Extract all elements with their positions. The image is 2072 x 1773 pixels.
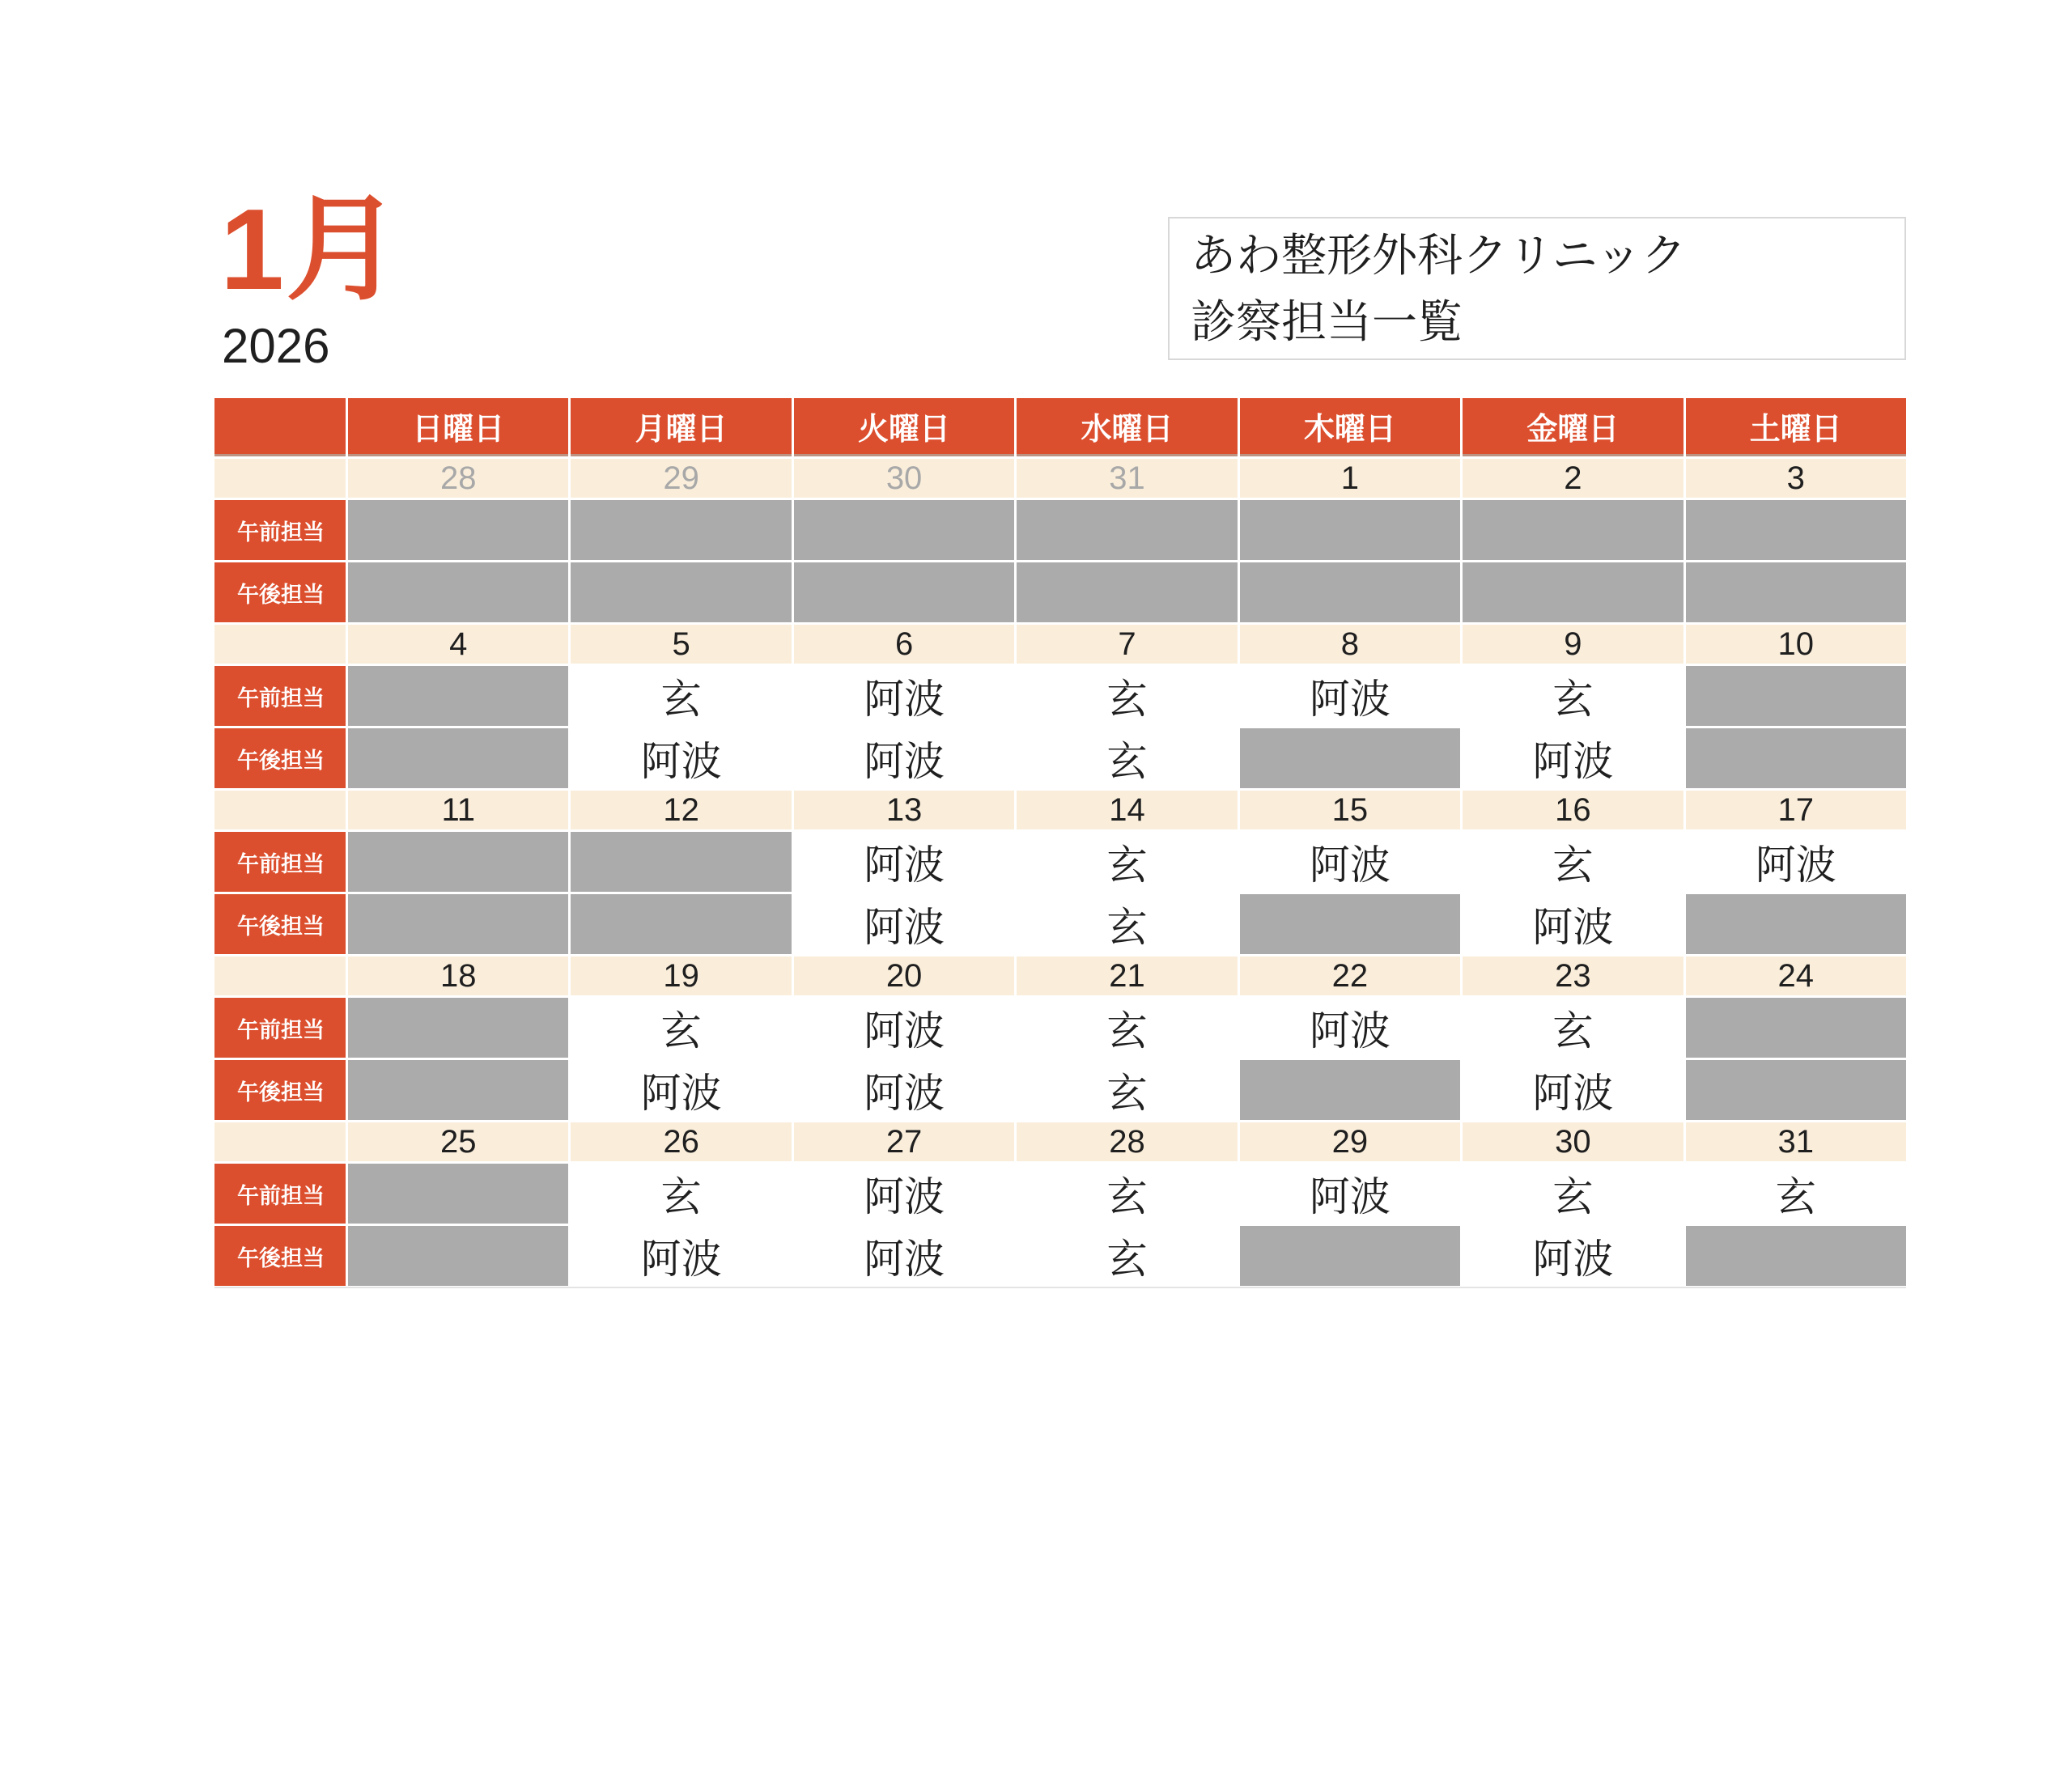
- date-cell: 29: [571, 459, 791, 498]
- session-cell-open: 阿波: [794, 1164, 1014, 1224]
- month-title: 1月: [220, 185, 402, 314]
- date-cell: 16: [1463, 791, 1683, 829]
- date-cell: 4: [348, 625, 568, 664]
- session-cell-closed: [348, 728, 568, 788]
- date-cell: 31: [1686, 1122, 1906, 1161]
- day-header: 月曜日: [571, 398, 791, 456]
- session-cell-closed: [571, 562, 791, 622]
- session-cell-open: 玄: [1017, 832, 1237, 892]
- session-cell-open: 阿波: [571, 1060, 791, 1120]
- session-cell-closed: [1017, 500, 1237, 560]
- session-cell-closed: [1686, 562, 1906, 622]
- date-row-label-cell: [214, 459, 346, 498]
- date-row-label-cell: [214, 625, 346, 664]
- session-cell-closed: [348, 998, 568, 1058]
- session-cell-open: 玄: [1686, 1164, 1906, 1224]
- date-cell: 6: [794, 625, 1014, 664]
- date-cell: 29: [1240, 1122, 1460, 1161]
- date-cell: 18: [348, 956, 568, 995]
- date-cell: 20: [794, 956, 1014, 995]
- session-cell-closed: [1240, 562, 1460, 622]
- session-cell-closed: [1686, 728, 1906, 788]
- row-label-afternoon: 午後担当: [214, 728, 346, 788]
- session-cell-closed: [1686, 500, 1906, 560]
- session-cell-open: 阿波: [1240, 1164, 1460, 1224]
- session-cell-open: 玄: [1017, 998, 1237, 1058]
- date-cell: 2: [1463, 459, 1683, 498]
- session-cell-closed: [1240, 728, 1460, 788]
- session-cell-closed: [1240, 1060, 1460, 1120]
- session-cell-closed: [794, 562, 1014, 622]
- date-cell: 28: [1017, 1122, 1237, 1161]
- session-cell-open: 玄: [1463, 1164, 1683, 1224]
- session-cell-open: 阿波: [794, 1060, 1014, 1120]
- row-label-morning: 午前担当: [214, 500, 346, 560]
- list-title: 診察担当一覧: [1191, 295, 1463, 347]
- session-cell-open: 玄: [571, 998, 791, 1058]
- date-cell: 5: [571, 625, 791, 664]
- session-cell-open: 玄: [1017, 1226, 1237, 1286]
- session-cell-closed: [1686, 894, 1906, 954]
- date-cell: 9: [1463, 625, 1683, 664]
- session-cell-open: 阿波: [794, 666, 1014, 726]
- date-cell: 14: [1017, 791, 1237, 829]
- day-header: 水曜日: [1017, 398, 1237, 456]
- session-cell-closed: [1463, 500, 1683, 560]
- row-label-afternoon: 午後担当: [214, 562, 346, 622]
- schedule-table: [214, 398, 1906, 1288]
- day-header: 火曜日: [794, 398, 1014, 456]
- session-cell-closed: [571, 894, 791, 954]
- date-cell: 30: [794, 459, 1014, 498]
- session-cell-closed: [348, 832, 568, 892]
- session-cell-closed: [1686, 998, 1906, 1058]
- date-cell: 13: [794, 791, 1014, 829]
- session-cell-closed: [1686, 1060, 1906, 1120]
- date-row-label-cell: [214, 1122, 346, 1161]
- date-cell: 30: [1463, 1122, 1683, 1161]
- row-label-morning: 午前担当: [214, 1164, 346, 1224]
- session-cell-open: 玄: [1463, 998, 1683, 1058]
- date-cell: 17: [1686, 791, 1906, 829]
- date-cell: 8: [1240, 625, 1460, 664]
- session-cell-open: 阿波: [1240, 666, 1460, 726]
- session-cell-open: 阿波: [794, 894, 1014, 954]
- row-label-morning: 午前担当: [214, 666, 346, 726]
- date-row-label-cell: [214, 791, 346, 829]
- date-cell: 28: [348, 459, 568, 498]
- session-cell-open: 阿波: [794, 1226, 1014, 1286]
- session-cell-open: 阿波: [1240, 998, 1460, 1058]
- session-cell-closed: [348, 1060, 568, 1120]
- day-header: 土曜日: [1686, 398, 1906, 456]
- session-cell-open: 阿波: [794, 832, 1014, 892]
- session-cell-closed: [1240, 500, 1460, 560]
- date-cell: 26: [571, 1122, 791, 1161]
- date-cell: 12: [571, 791, 791, 829]
- session-cell-open: 阿波: [1463, 1226, 1683, 1286]
- date-cell: 22: [1240, 956, 1460, 995]
- session-cell-closed: [1240, 1226, 1460, 1286]
- session-cell-open: 玄: [1017, 1164, 1237, 1224]
- session-cell-closed: [1686, 1226, 1906, 1286]
- date-cell: 19: [571, 956, 791, 995]
- session-cell-open: 阿波: [571, 728, 791, 788]
- row-label-morning: 午前担当: [214, 832, 346, 892]
- date-row-label-cell: [214, 956, 346, 995]
- date-cell: 1: [1240, 459, 1460, 498]
- session-cell-open: 玄: [1017, 894, 1237, 954]
- row-label-morning: 午前担当: [214, 998, 346, 1058]
- session-cell-closed: [348, 894, 568, 954]
- year-label: 2026: [222, 319, 330, 373]
- day-header: 木曜日: [1240, 398, 1460, 456]
- session-cell-closed: [348, 666, 568, 726]
- session-cell-open: 玄: [1017, 1060, 1237, 1120]
- date-cell: 7: [1017, 625, 1237, 664]
- session-cell-open: 阿波: [571, 1226, 791, 1286]
- session-cell-closed: [348, 1164, 568, 1224]
- row-label-afternoon: 午後担当: [214, 1226, 346, 1286]
- session-cell-open: 玄: [571, 666, 791, 726]
- session-cell-open: 玄: [1463, 666, 1683, 726]
- session-cell-closed: [348, 1226, 568, 1286]
- clinic-name: あわ整形外科クリニック: [1191, 229, 1687, 281]
- session-cell-open: 玄: [1463, 832, 1683, 892]
- session-cell-open: 玄: [1017, 666, 1237, 726]
- day-header: 日曜日: [348, 398, 568, 456]
- date-cell: 25: [348, 1122, 568, 1161]
- date-cell: 15: [1240, 791, 1460, 829]
- session-cell-closed: [1240, 894, 1460, 954]
- session-cell-open: 阿波: [1463, 728, 1683, 788]
- session-cell-closed: [1686, 666, 1906, 726]
- row-label-afternoon: 午後担当: [214, 1060, 346, 1120]
- day-header: 金曜日: [1463, 398, 1683, 456]
- session-cell-open: 阿波: [794, 728, 1014, 788]
- date-cell: 31: [1017, 459, 1237, 498]
- clinic-info-box: [1168, 217, 1906, 360]
- date-cell: 23: [1463, 956, 1683, 995]
- session-cell-closed: [1463, 562, 1683, 622]
- row-label-afternoon: 午後担当: [214, 894, 346, 954]
- session-cell-open: 阿波: [1240, 832, 1460, 892]
- session-cell-closed: [794, 500, 1014, 560]
- session-cell-closed: [571, 500, 791, 560]
- session-cell-open: 玄: [571, 1164, 791, 1224]
- header-corner-cell: [214, 398, 346, 456]
- session-cell-open: 玄: [1017, 728, 1237, 788]
- session-cell-open: 阿波: [1463, 1060, 1683, 1120]
- session-cell-open: 阿波: [1463, 894, 1683, 954]
- date-cell: 10: [1686, 625, 1906, 664]
- date-cell: 11: [348, 791, 568, 829]
- date-cell: 24: [1686, 956, 1906, 995]
- date-cell: 3: [1686, 459, 1906, 498]
- session-cell-open: 阿波: [794, 998, 1014, 1058]
- date-cell: 27: [794, 1122, 1014, 1161]
- session-cell-open: 阿波: [1686, 832, 1906, 892]
- date-cell: 21: [1017, 956, 1237, 995]
- session-cell-closed: [571, 832, 791, 892]
- session-cell-closed: [348, 500, 568, 560]
- session-cell-closed: [348, 562, 568, 622]
- session-cell-closed: [1017, 562, 1237, 622]
